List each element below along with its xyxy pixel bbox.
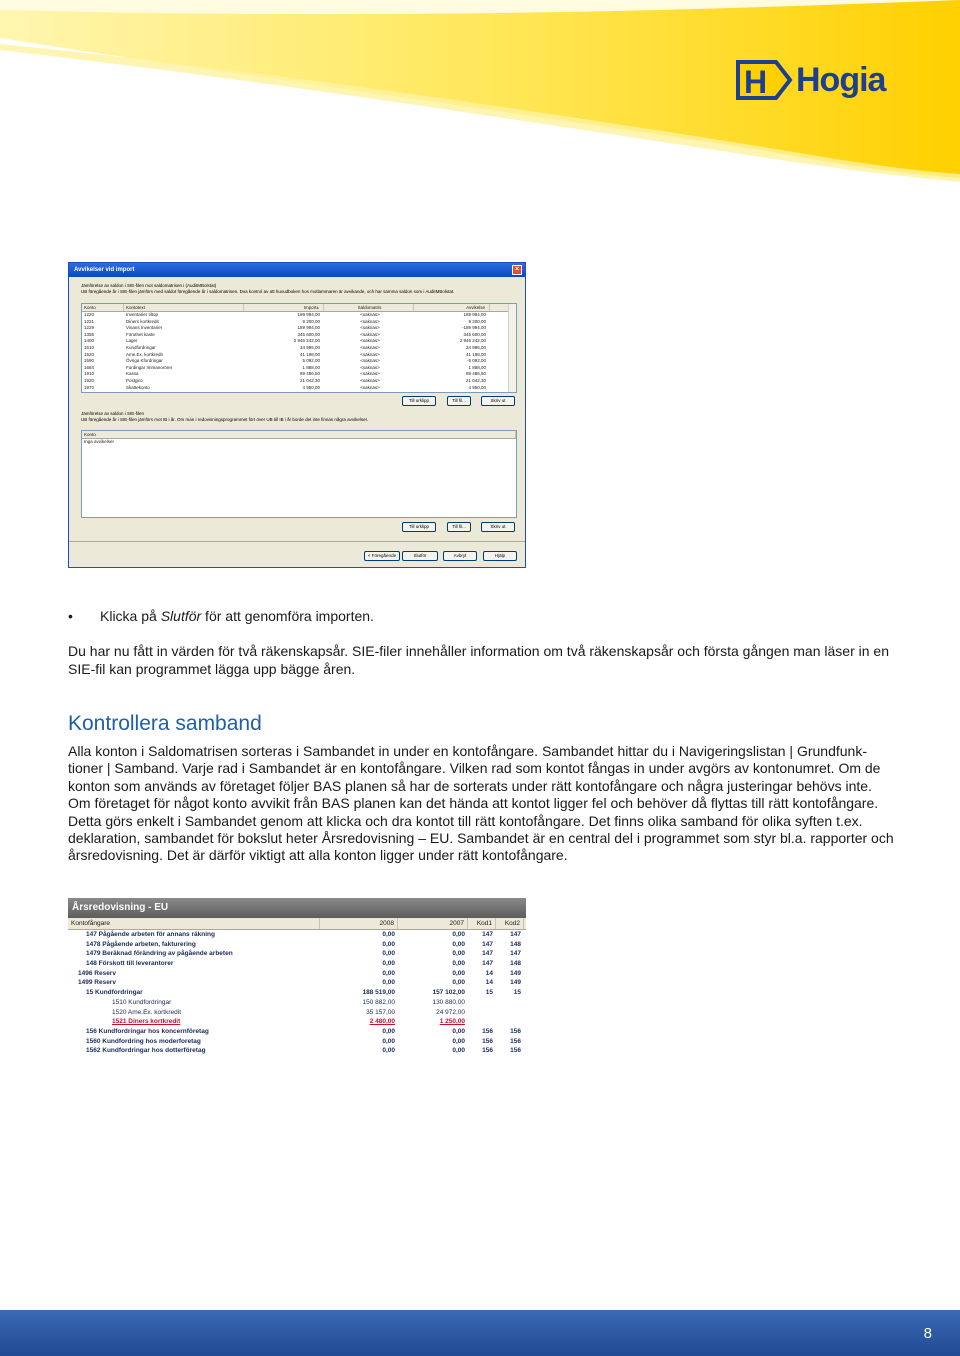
cell: 189 994,00	[463, 312, 486, 317]
column-header[interactable]: 2007	[398, 918, 468, 929]
cell: 156 Kundfordringar hos koncernföretag	[86, 1027, 209, 1035]
cell	[496, 1008, 524, 1018]
desc-line: Jämförelse av saldon i SIE-filen	[81, 411, 145, 416]
deviation-grid[interactable]	[81, 303, 517, 393]
cell: 0,00	[382, 940, 395, 948]
cell: 0,00	[452, 969, 465, 977]
cell: 156	[482, 1047, 493, 1055]
cell: <saknas>	[360, 384, 380, 390]
cell: 1970	[84, 384, 95, 390]
cell: 147	[482, 931, 493, 938]
cell: Kundfordringar	[126, 344, 156, 350]
divider	[69, 541, 525, 542]
cell: 147	[510, 931, 521, 938]
column-header[interactable]: Avvikelse	[414, 304, 490, 311]
cell: 1221	[84, 318, 95, 324]
page-number: 8	[923, 1325, 932, 1342]
cell: 0,00	[452, 979, 465, 987]
cell: Skattekonto	[126, 384, 150, 390]
cell: 0,00	[452, 1037, 465, 1045]
cell: 34 995,00	[299, 344, 320, 350]
cell: 34 995,00	[465, 344, 486, 350]
cell: 5 092,00	[302, 358, 320, 364]
close-icon[interactable]: ×	[512, 265, 522, 275]
cell: 1229	[84, 325, 95, 331]
import-deviations-dialog	[68, 262, 526, 568]
cell: 14	[485, 979, 493, 987]
cell: 345 600,00	[297, 331, 320, 337]
cell: 14	[485, 969, 493, 977]
cell: Vinans Inventarier	[126, 325, 163, 331]
cell: 15	[485, 989, 493, 997]
cell: 0,00	[382, 1027, 395, 1035]
cell: -5 092,00	[466, 358, 486, 364]
cell: 156	[482, 1037, 493, 1045]
grid-body	[82, 312, 516, 391]
cancel-button[interactable]: Avbryt	[443, 551, 477, 561]
panel-title: Årsredovisning - EU	[68, 898, 526, 918]
cell: 0,00	[382, 1047, 395, 1055]
cell: 1590	[84, 358, 95, 364]
cell: 148 Förskott till leverantorer	[86, 960, 174, 968]
column-header[interactable]: Import±	[244, 304, 324, 311]
cell	[496, 1017, 524, 1027]
cell: 148	[510, 940, 521, 948]
cell: Föruthet kaste	[126, 331, 155, 337]
cell: 149	[510, 979, 521, 987]
cell: 0,00	[452, 931, 465, 938]
table-row[interactable]	[82, 352, 516, 359]
footer-bar	[0, 1310, 960, 1356]
cell: 0,00	[382, 950, 395, 958]
cell: 149	[510, 969, 521, 977]
cell: 1510	[84, 344, 95, 350]
cell: 4 950,00	[468, 384, 486, 390]
dialog-description-2	[81, 411, 368, 423]
table-row[interactable]	[68, 930, 526, 940]
table-row[interactable]	[82, 365, 516, 372]
table-row[interactable]	[82, 378, 516, 385]
cell: 1920	[84, 377, 95, 383]
cell	[496, 998, 524, 1008]
cell: 345 600,00	[463, 331, 486, 337]
cell: 89 486,50	[299, 371, 320, 377]
table-row[interactable]	[68, 1017, 526, 1027]
cell: 1520 Ame.Ex. kortkredit	[112, 1008, 182, 1016]
cell: 9 200,00	[302, 318, 320, 324]
cell: 4 950,00	[302, 384, 320, 390]
cell: Inventarier tiltop	[126, 312, 159, 317]
cell: 147	[482, 960, 493, 968]
table-row[interactable]	[68, 949, 526, 959]
cell: 1 888,00	[468, 364, 486, 370]
column-header[interactable]: Kontotext	[124, 304, 244, 311]
cell: 147	[482, 940, 493, 948]
cell: 1520	[84, 351, 95, 357]
previous-button[interactable]: < Föregående	[364, 551, 400, 561]
cell: <saknas>	[360, 331, 380, 337]
cell: -189 994,00	[461, 325, 486, 331]
cell: 1510 Kundfordringar	[112, 998, 172, 1006]
table-row[interactable]	[68, 969, 526, 979]
grid-header	[82, 431, 516, 439]
cell: 0,00	[382, 979, 395, 987]
table-row[interactable]	[68, 978, 526, 988]
cell: 147	[510, 950, 521, 958]
cell: Diners kortkredit	[126, 318, 159, 324]
cell: 1479 Beräknad förändring av pågående arbeten	[86, 950, 233, 958]
column-header[interactable]: Kod1	[468, 918, 496, 929]
logo-mark-letter: H	[744, 64, 768, 100]
bullet-emphasis: Slutför	[160, 608, 202, 624]
cell: 148	[510, 960, 521, 968]
cell: Lager	[126, 338, 138, 344]
table-row[interactable]	[68, 940, 526, 950]
bullet-suffix: för att genomföra importen.	[201, 608, 374, 624]
cell: 1 250,00	[439, 1018, 465, 1026]
column-header[interactable]: Saldomatris	[324, 304, 414, 311]
cell: 0,00	[382, 1037, 395, 1045]
cell: <saknas>	[360, 358, 380, 364]
cell: Postgiro	[126, 377, 143, 383]
table-row[interactable]	[68, 959, 526, 969]
cell: 0,00	[452, 940, 465, 948]
cell: 35 157,00	[366, 1008, 395, 1016]
table-row[interactable]	[82, 319, 516, 326]
cell	[468, 998, 496, 1008]
cell: 156	[510, 1037, 521, 1045]
cell: 147 Pågående arbeten för annans räkning	[86, 931, 215, 938]
column-header[interactable]: Kontofångare	[68, 918, 320, 929]
cell: 189 994,00	[297, 325, 320, 331]
cell: 1400	[84, 338, 95, 344]
cell: 1521 Diners kortkredit	[112, 1018, 181, 1026]
cell: 24 972,00	[436, 1008, 465, 1016]
cell: 1910	[84, 371, 95, 377]
table-row[interactable]	[82, 325, 516, 332]
cell: 41 198,00	[299, 351, 320, 357]
bullet-text	[100, 608, 374, 625]
cell: 41 198,00	[465, 351, 486, 357]
grid-scrollbar[interactable]	[508, 304, 516, 392]
save-to-file-button-2[interactable]: Till fil...	[447, 522, 471, 532]
cell: 0,00	[452, 960, 465, 968]
cell: 2 480,00	[369, 1018, 395, 1026]
cell: <saknas>	[360, 351, 380, 357]
cell: 0,00	[452, 950, 465, 958]
intro-paragraph: Du har nu fått in värden för två räkenskapsår. SIE-filer innehåller information om två räkenskapsår och första gången man läser in en SIE-fil kan programmet lägga upp bägge åren.	[68, 643, 889, 677]
dialog-description-1	[81, 283, 454, 295]
cell: 1478 Pågående arbeten, fakturering	[86, 940, 196, 948]
table-row[interactable]	[82, 358, 516, 365]
table-row[interactable]	[68, 1046, 526, 1056]
cell: 130 880,00	[432, 998, 465, 1006]
dialog-title: Avvikelser vid import	[74, 267, 135, 273]
cell: 0,00	[382, 931, 395, 938]
table-row[interactable]	[82, 385, 516, 392]
desc-line: UB föregående år i SIE-filen jämförs mot IB i år. Om man i redovisningsprogrammet fört över UB till IB i år borde det inte finnas några avvikelser.	[81, 417, 369, 422]
save-to-file-button[interactable]: Till fil...	[447, 396, 471, 406]
cell: 156	[510, 1027, 521, 1035]
cell: <saknas>	[360, 318, 380, 324]
table-row[interactable]	[82, 332, 516, 339]
cell: 1499 Reserv	[78, 979, 116, 987]
cell: Fordingar Immanorörer	[126, 364, 173, 370]
cell: 21 042,30	[465, 377, 486, 383]
cell: 156	[482, 1027, 493, 1035]
table-row[interactable]	[68, 988, 526, 998]
column-header[interactable]: Kod2	[496, 918, 524, 929]
cell: Övriga Kfordringar	[126, 358, 163, 364]
table-row[interactable]	[82, 312, 516, 319]
bullet-prefix: Klicka på	[100, 608, 161, 624]
cell: 0,00	[382, 969, 395, 977]
bullet-dot-icon: •	[68, 608, 73, 624]
hogia-logo	[730, 56, 900, 104]
balance-grid[interactable]	[81, 430, 517, 518]
cell: <saknas>	[360, 377, 380, 383]
table-row[interactable]	[68, 1037, 526, 1047]
cell: <saknas>	[360, 364, 380, 370]
cell: 156	[510, 1047, 521, 1055]
section-title: Kontrollera samband	[68, 712, 262, 735]
table-row[interactable]	[82, 439, 516, 446]
table-row[interactable]	[82, 338, 516, 345]
cell	[468, 1008, 496, 1018]
column-header[interactable]: 2008	[320, 918, 398, 929]
finish-button[interactable]: Slutför	[402, 551, 438, 561]
cell: 0,00	[382, 960, 395, 968]
copy-to-clipboard-button[interactable]: Till urklipp	[402, 396, 436, 406]
cell: 0,00	[452, 1047, 465, 1055]
panel-body	[68, 930, 526, 1056]
column-header[interactable]: Konto	[82, 304, 124, 311]
body-paragraph: Alla konton i Saldomatrisen sorteras i Sambandet in under en kontofångare. Sambandet hittar du i Navigeringslistan | Grundfunk-tioner | Samband. Varje rad i Sambandet är en kontofångare. Vilken rad som kontot fångas in under avgörs av kontonumret. Om de konton som används av företaget följer BAS planen så har de sorterats under rätt kontofångare och några justeringar behövs inte. Om företaget för något konto avvikit från BAS planen kan det hända att kontot ligger fel och behöver då flyttas till rätt kontofångare. Detta görs enkelt i Sambandet genom att klicka och dra kontot till rätt kontofångare. Det finns olika samband för olika syften t.ex. deklaration, sambandet för bokslut heter Årsredovisning – EU. Sambandet är en central del i programmet som styr bl.a. rapporter och årsredovisning. Det är därför viktigt att alla konton ligger under rätt kontofångare.	[68, 743, 894, 864]
cell: 150 882,00	[362, 998, 395, 1006]
cell: 1684	[84, 364, 95, 370]
dialog-titlebar	[69, 263, 525, 277]
cell: 2 946 242,00	[293, 338, 320, 344]
desc-line: UB föregående år i SIE-filen jämförs med saldot föregående år i saldomatrisen. Dva kontrol av att huvudboken hos motlammaren är avvikande, och har samma saldon som i AuditMBolstat.	[81, 289, 455, 294]
cell: 15 Kundfordringar	[86, 989, 143, 997]
cell: 1560 Kundfordring hos moderforetag	[86, 1037, 201, 1045]
help-button[interactable]: Hjälp	[483, 551, 517, 561]
cell: 15	[513, 989, 521, 997]
table-row[interactable]	[82, 371, 516, 378]
cell: 1562 Kundfordringar hos dotterföretag	[86, 1047, 206, 1055]
brand-name: Hogia	[796, 60, 886, 99]
cell: 2 946 242,00	[459, 338, 486, 344]
cell: Ame.Ex. kortkredit	[126, 351, 163, 357]
table-row[interactable]	[82, 345, 516, 352]
cell: 157 102,00	[432, 989, 465, 997]
grid-header	[82, 304, 516, 312]
cell: 89 486,50	[465, 371, 486, 377]
panel-header	[68, 918, 526, 930]
column-header[interactable]: Konto	[82, 431, 516, 438]
cell: 189 994,00	[297, 312, 320, 317]
cell: <saknas>	[360, 325, 380, 331]
cell: Inga avvikelser	[84, 439, 115, 444]
desc-line: Jämförelse av saldon i SIE-filen mot saldomatrisen i (AuditMBolstat)	[81, 283, 217, 288]
cell	[468, 1017, 496, 1027]
cell: 188 519,00	[362, 989, 395, 997]
cell: 147	[482, 950, 493, 958]
cell: 0,00	[452, 1027, 465, 1035]
cell: <saknas>	[360, 371, 380, 377]
cell: 21 042,30	[299, 377, 320, 383]
arsredovisning-panel	[68, 898, 526, 1064]
cell: <saknas>	[360, 312, 380, 317]
cell: 1355	[84, 331, 95, 337]
table-row[interactable]	[68, 1008, 526, 1018]
hogia-logo-mark-icon	[730, 58, 794, 102]
print-button[interactable]: Skriv ut	[481, 396, 515, 406]
cell: Kassa	[126, 371, 139, 377]
cell: 1496 Reserv	[78, 969, 116, 977]
table-row[interactable]	[68, 998, 526, 1008]
print-button-2[interactable]: Skriv ut	[481, 522, 515, 532]
cell: <saknas>	[360, 344, 380, 350]
table-row[interactable]	[68, 1027, 526, 1037]
cell: <saknas>	[360, 338, 380, 344]
cell: 1220	[84, 312, 95, 317]
cell: 9 200,00	[468, 318, 486, 324]
copy-to-clipboard-button-2[interactable]: Till urklipp	[402, 522, 436, 532]
cell: 1 888,00	[302, 364, 320, 370]
